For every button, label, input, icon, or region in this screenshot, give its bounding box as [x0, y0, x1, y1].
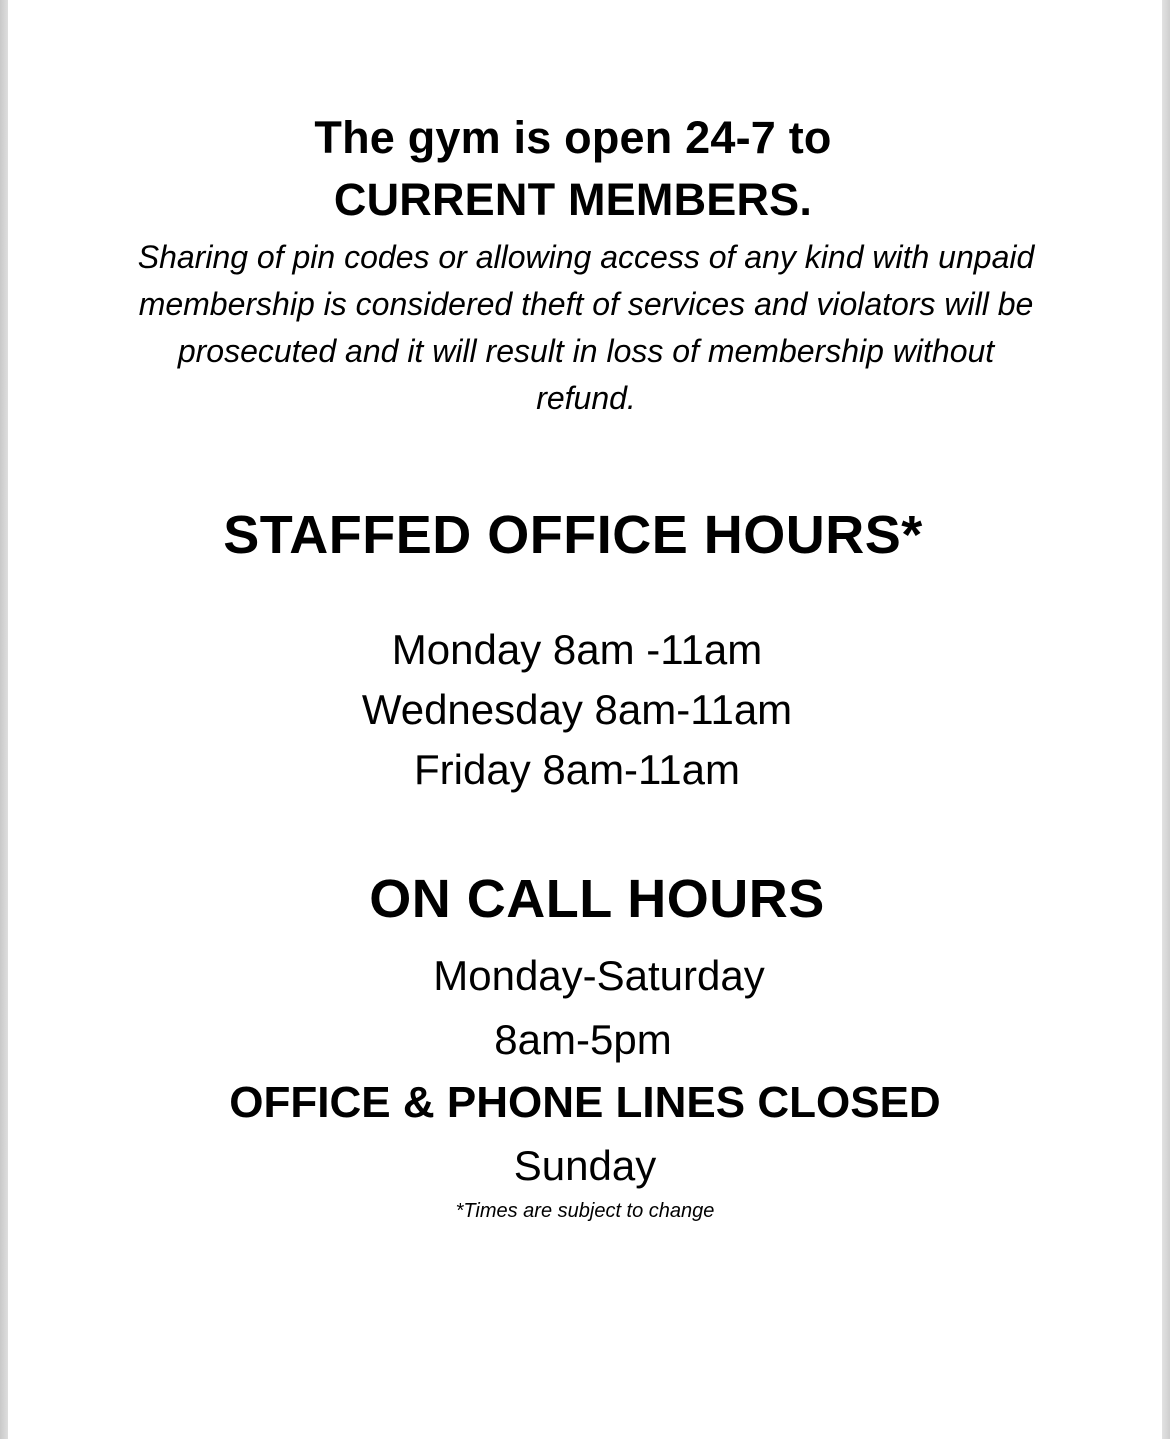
staffed-hours-heading: STAFFED OFFICE HOURS* — [223, 505, 923, 565]
staffed-hours-line: Monday 8am -11am — [391, 626, 763, 673]
intro-line-1: The gym is open 24-7 to — [314, 112, 832, 163]
document-page — [8, 0, 1162, 1439]
closed-day: Sunday — [513, 1142, 657, 1189]
staffed-hours-line: Wednesday 8am-11am — [361, 686, 793, 733]
on-call-days: Monday-Saturday — [433, 952, 765, 999]
on-call-heading: ON CALL HOURS — [369, 869, 825, 929]
closed-heading: OFFICE & PHONE LINES CLOSED — [229, 1078, 941, 1127]
page-edge-right — [1162, 0, 1170, 1439]
footnote: *Times are subject to change — [455, 1200, 715, 1222]
on-call-time: 8am-5pm — [494, 1016, 672, 1063]
intro-line-2: CURRENT MEMBERS. — [333, 174, 813, 225]
staffed-hours-line: Friday 8am-11am — [414, 746, 740, 793]
membership-notice: Sharing of pin codes or allowing access of any kind with unpaid membership is considered theft of services and violators will be prosecuted and it will result in loss of membership without refund. — [137, 239, 1035, 416]
